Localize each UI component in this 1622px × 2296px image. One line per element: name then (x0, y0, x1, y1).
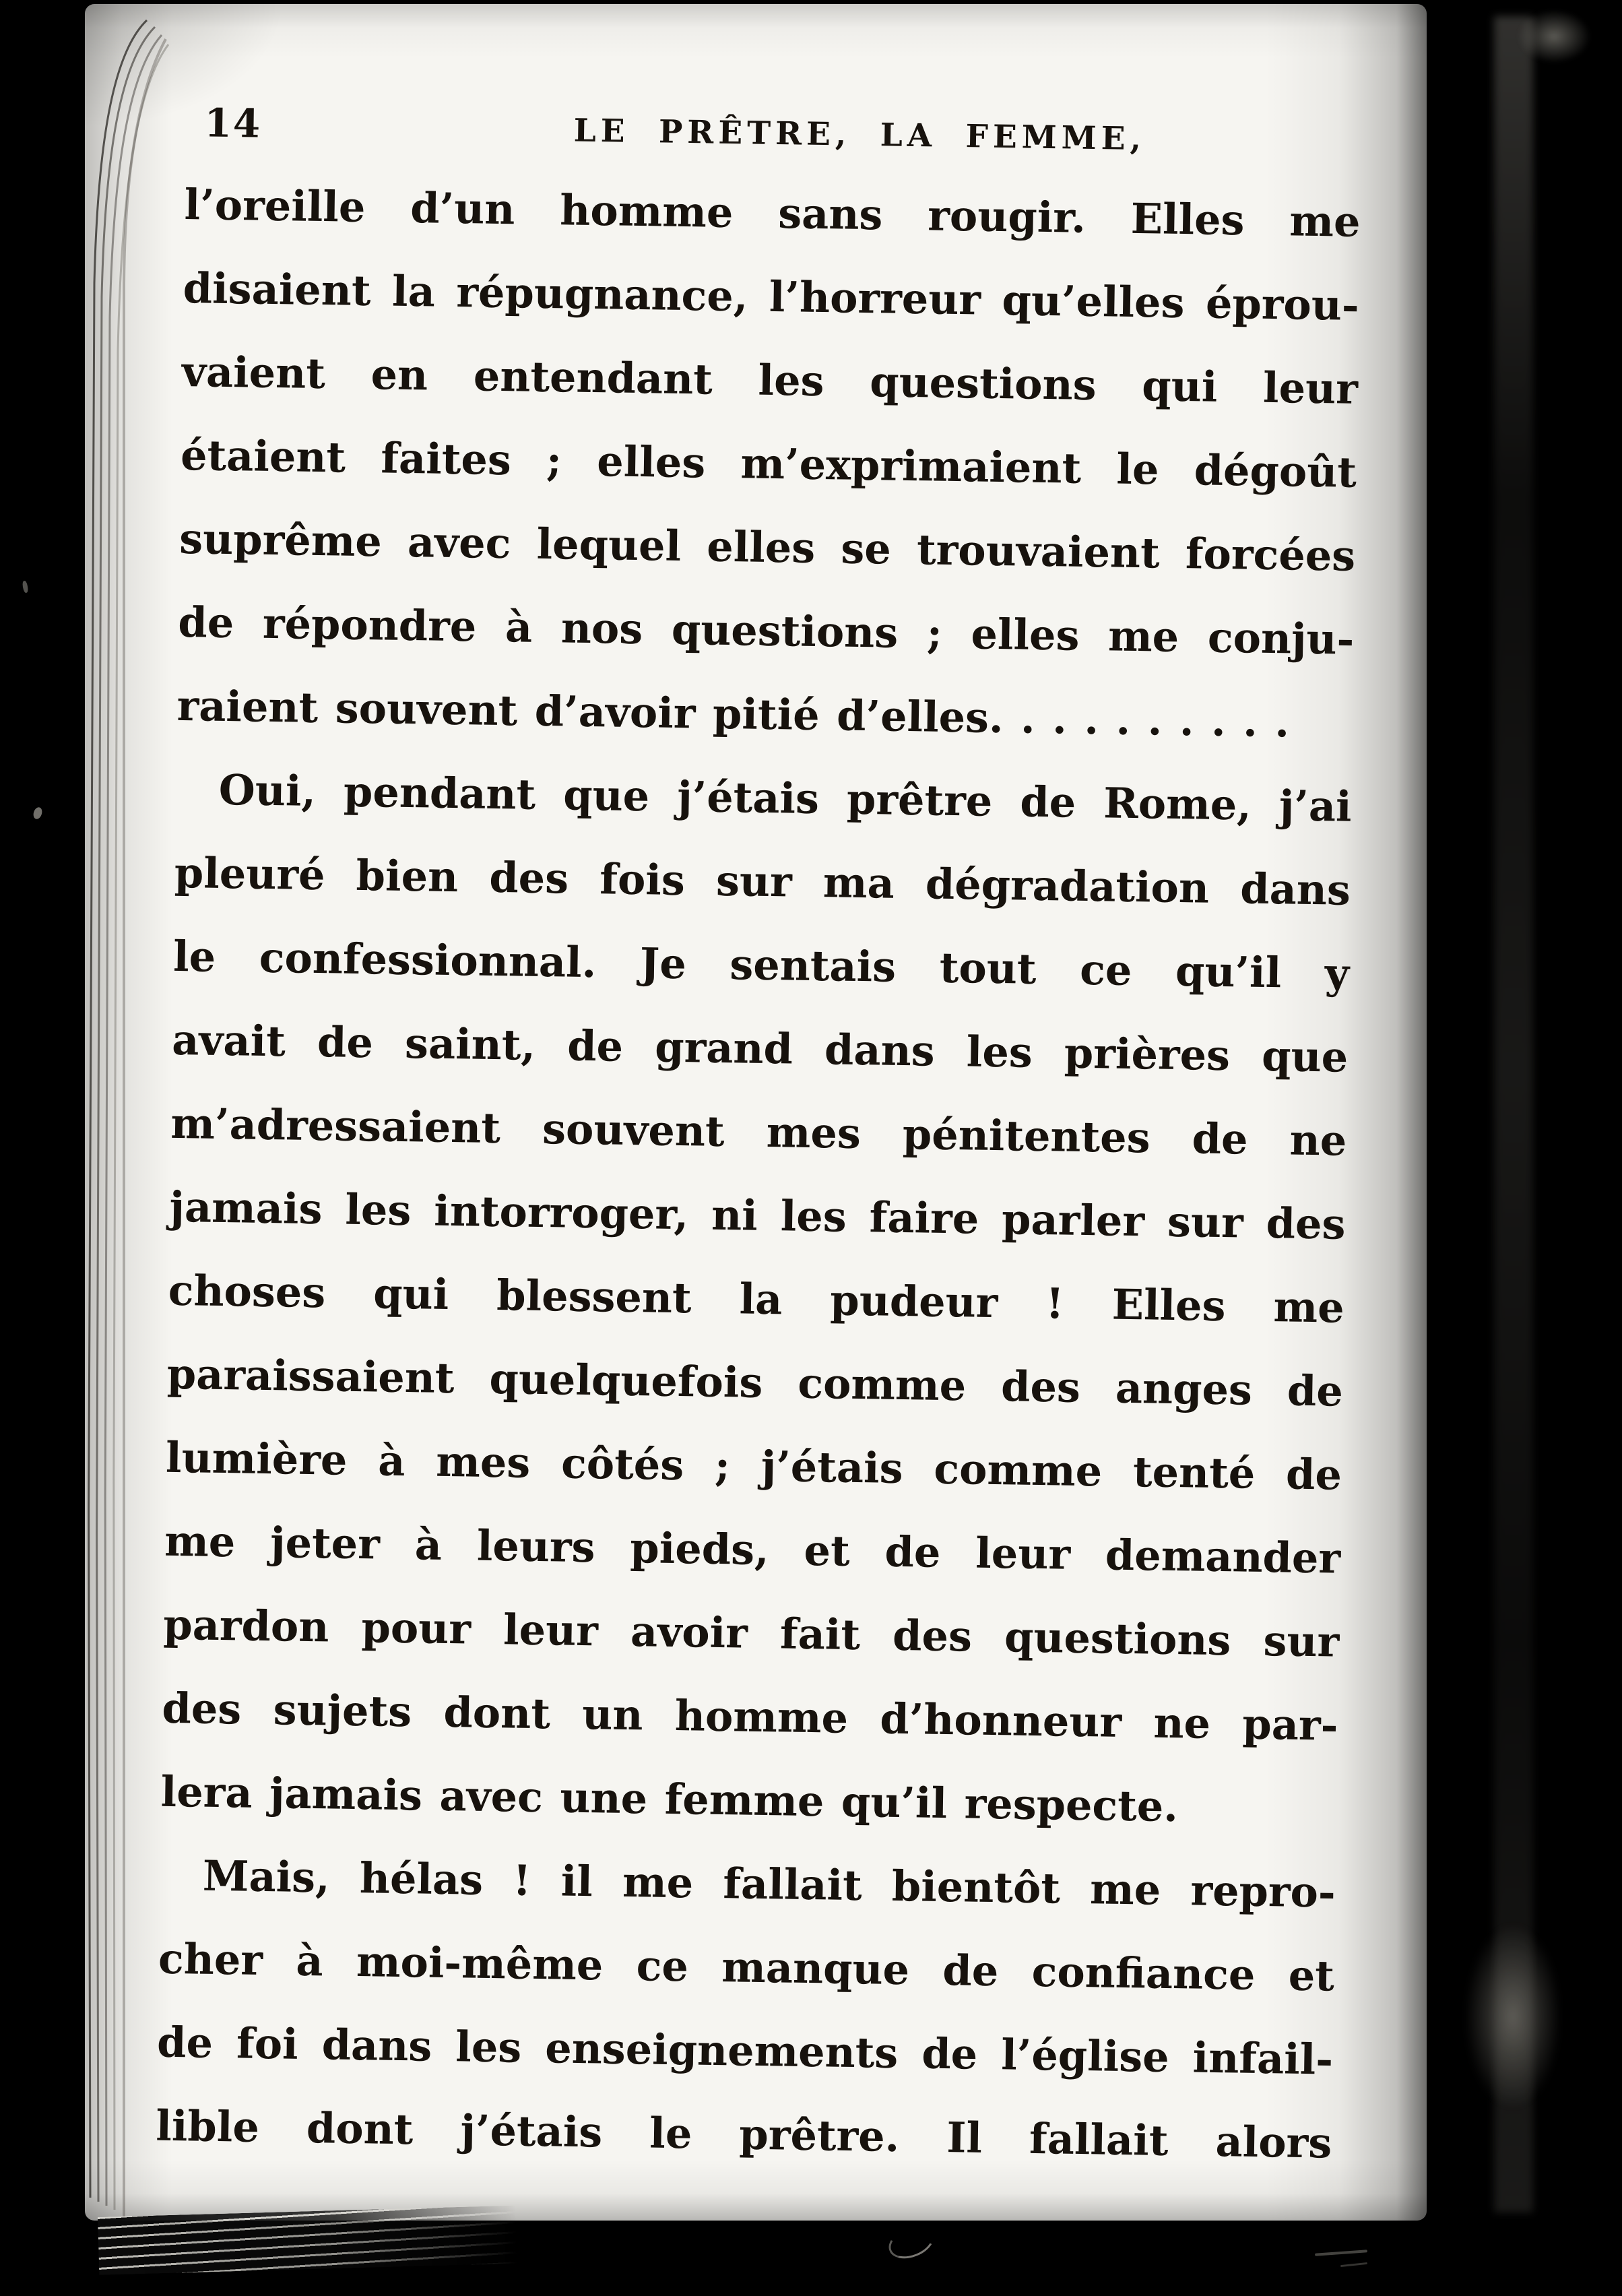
paragraph (155, 1834, 1336, 2186)
page-number: 14 (203, 100, 262, 147)
text-line: avait de saint, de grand dans les prières que (171, 1015, 1349, 1082)
text-line: de foi dans les enseignements de l’église infail- (156, 2017, 1334, 2084)
paragraph (160, 748, 1353, 1851)
text-line: de répondre à nos questions ; elles me conju- (177, 597, 1355, 664)
text-line: l’oreille d’un homme sans rougir. Elles me (184, 179, 1361, 247)
text-line: Oui, pendant que j’étais prêtre de Rome, j’ai (218, 765, 1353, 831)
running-head (185, 100, 1362, 175)
text-block (155, 100, 1361, 2186)
scan-speck (22, 581, 28, 594)
paragraph (176, 163, 1361, 765)
scan-squiggle-mark (884, 2219, 938, 2264)
text-line: me jeter à leurs pieds, et de leur demander (164, 1516, 1341, 1583)
text-line: raient souvent d’avoir pitié d’elles. . . . . . . . . . (176, 680, 1290, 747)
scan-speck (32, 806, 44, 821)
text-line: lumière à mes côtés ; j’étais comme tenté de (165, 1432, 1342, 1500)
scan-dash-mark (1340, 2262, 1367, 2267)
scan-dash-mark (1315, 2250, 1367, 2256)
text-line: cher à moi-même ce manque de confiance et (158, 1934, 1335, 2001)
text-line: m’adressaient souvent mes pénitentes de ne (170, 1098, 1347, 1166)
text-line: disaient la répugnance, l’horreur qu’elles éprou- (183, 263, 1360, 330)
text-line: vaient en entendant les questions qui leur (181, 346, 1359, 414)
page-edge-lines-left (79, 0, 187, 2230)
text-line: étaient faites ; elles m’exprimaient le dégoût (180, 430, 1357, 497)
text-line: Mais, hélas ! il me fallait bientôt me repro- (202, 1851, 1336, 1917)
text-line: lera jamais avec une femme qu’il respecte. (160, 1766, 1179, 1832)
running-header-title: LE PRÊTRE, LA FEMME, (573, 112, 1146, 158)
text-line: le confessionnal. Je sentais tout ce qu’il y (172, 931, 1350, 998)
text-line: pardon pour leur avoir fait des questions sur (162, 1599, 1340, 1667)
corner-smudge (1517, 9, 1591, 63)
text-line: choses qui blessent la pudeur ! Elles me (168, 1265, 1345, 1333)
text-line: lible dont j’étais le prêtre. Il fallait alors (155, 2101, 1332, 2168)
body-text (155, 163, 1361, 2186)
edge-smudge (1466, 1925, 1560, 2107)
book-page (85, 4, 1427, 2221)
fore-edge-highlight (1494, 16, 1533, 2212)
text-line: jamais les intorroger, ni les faire parler sur des (169, 1182, 1346, 1249)
text-line: suprême avec lequel elles se trouvaient forcées (179, 513, 1356, 581)
text-line: paraissaient quelquefois comme des anges de (166, 1349, 1344, 1416)
text-line: des sujets dont un homme d’honneur ne par- (162, 1683, 1338, 1750)
text-line: pleuré bien des fois sur ma dégradation dans (174, 848, 1351, 915)
page-edge-lines-bottom (98, 2205, 530, 2275)
